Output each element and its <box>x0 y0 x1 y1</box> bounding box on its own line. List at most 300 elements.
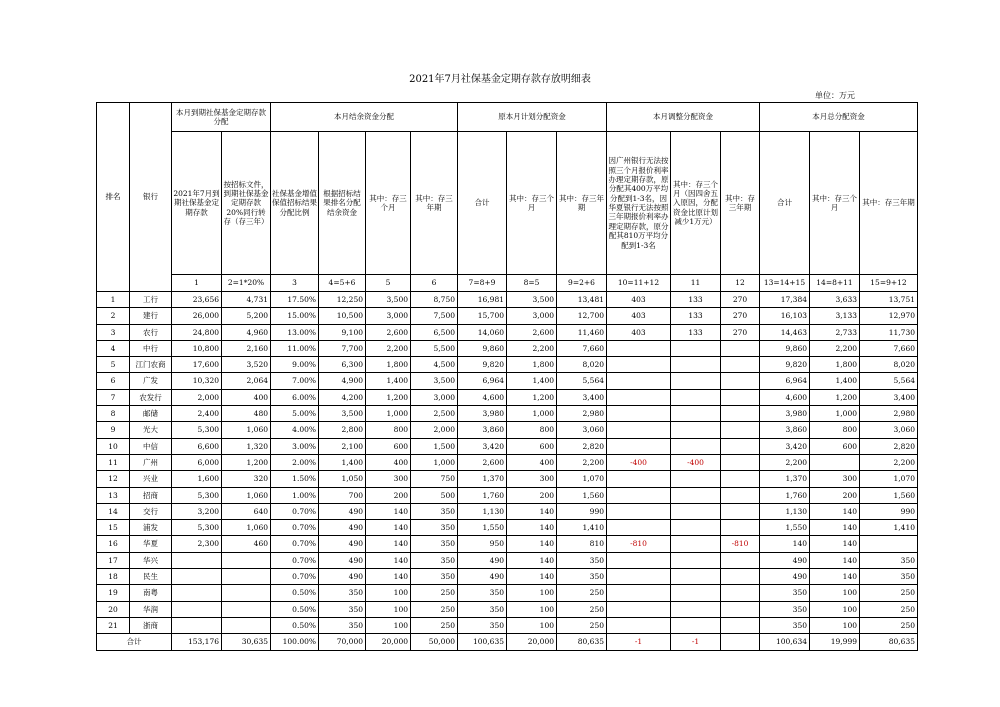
value-cell: 600 <box>810 438 860 454</box>
value-cell: 11,730 <box>860 324 918 340</box>
value-cell: 9,100 <box>319 324 366 340</box>
rank-cell: 12 <box>97 471 130 487</box>
value-cell: 6,300 <box>319 357 366 373</box>
value-cell: 490 <box>458 569 507 585</box>
value-cell: 3,200 <box>172 503 222 519</box>
value-cell: 140 <box>366 520 411 536</box>
value-cell: 1,200 <box>366 389 411 405</box>
bank-cell: 工行 <box>130 292 172 308</box>
value-cell: 1,760 <box>458 487 507 503</box>
value-cell: 403 <box>607 308 671 324</box>
value-cell <box>671 471 721 487</box>
rank-cell: 13 <box>97 487 130 503</box>
value-cell: 1,500 <box>411 438 458 454</box>
value-cell: 100 <box>810 617 860 633</box>
value-cell: 9,860 <box>458 340 507 356</box>
column-header: 其中：存三年期 <box>557 132 607 275</box>
value-cell <box>607 406 671 422</box>
value-cell <box>607 389 671 405</box>
value-cell: 4,200 <box>319 389 366 405</box>
value-cell <box>222 617 271 633</box>
value-cell <box>721 471 760 487</box>
value-cell: 7,660 <box>860 340 918 356</box>
value-cell: -810 <box>607 536 671 552</box>
value-cell: 2,100 <box>319 438 366 454</box>
value-cell: 500 <box>411 487 458 503</box>
value-cell <box>222 601 271 617</box>
total-cell: 100,635 <box>458 634 507 650</box>
value-cell: 0.70% <box>271 503 319 519</box>
value-cell: 24,800 <box>172 324 222 340</box>
value-cell: 2,600 <box>458 454 507 470</box>
value-cell: 10,800 <box>172 340 222 356</box>
formula-cell: 3 <box>271 275 319 292</box>
value-cell: 350 <box>411 503 458 519</box>
value-cell: 1,060 <box>222 520 271 536</box>
column-header: 因广州银行无法按照三个月报价利率办理定期存款，原分配其400万平均分配到1-3名，因华夏银行无法按照三年期报价利率办理定期存款，原分配其810万平均分配到1-3名 <box>607 132 671 275</box>
total-cell: 70,000 <box>319 634 366 650</box>
value-cell: 1,000 <box>411 454 458 470</box>
value-cell: 140 <box>760 536 810 552</box>
table-row <box>97 389 918 405</box>
value-cell: 6,000 <box>172 454 222 470</box>
value-cell: 350 <box>458 601 507 617</box>
value-cell: 1,070 <box>860 471 918 487</box>
column-header: 其中：存三年期 <box>411 132 458 275</box>
value-cell: 990 <box>860 503 918 519</box>
value-cell <box>172 601 222 617</box>
total-cell: 153,176 <box>172 634 222 650</box>
value-cell <box>607 487 671 503</box>
value-cell <box>671 438 721 454</box>
value-cell: 5,564 <box>557 373 607 389</box>
table-row <box>97 340 918 356</box>
formula-cell: 5 <box>366 275 411 292</box>
value-cell: 3,060 <box>860 422 918 438</box>
value-cell: 13.00% <box>271 324 319 340</box>
value-cell: 250 <box>860 601 918 617</box>
formula-cell: 7=8+9 <box>458 275 507 292</box>
value-cell <box>607 569 671 585</box>
value-cell: 0.70% <box>271 569 319 585</box>
value-cell: 0.50% <box>271 617 319 633</box>
value-cell: 1,560 <box>860 487 918 503</box>
column-header: 其中：存三年期 <box>860 132 918 275</box>
total-row <box>97 634 918 650</box>
value-cell: 270 <box>721 324 760 340</box>
value-cell: 3,860 <box>458 422 507 438</box>
value-cell: 1.50% <box>271 471 319 487</box>
value-cell <box>671 585 721 601</box>
value-cell <box>721 454 760 470</box>
value-cell <box>222 569 271 585</box>
value-cell: 2,600 <box>366 324 411 340</box>
value-cell: 10,500 <box>319 308 366 324</box>
value-cell <box>671 520 721 536</box>
value-cell: 350 <box>319 617 366 633</box>
value-cell: 100 <box>507 617 557 633</box>
value-cell <box>721 340 760 356</box>
value-cell: 4,960 <box>222 324 271 340</box>
value-cell: 140 <box>366 569 411 585</box>
value-cell: 0.70% <box>271 520 319 536</box>
value-cell: 2,820 <box>860 438 918 454</box>
value-cell: 9,820 <box>760 357 810 373</box>
bank-cell: 农行 <box>130 324 172 340</box>
value-cell: 1,200 <box>810 389 860 405</box>
value-cell: 403 <box>607 292 671 308</box>
value-cell: 2,000 <box>172 389 222 405</box>
value-cell: 5,500 <box>411 340 458 356</box>
value-cell: 140 <box>810 569 860 585</box>
value-cell: 100 <box>366 617 411 633</box>
rank-cell: 16 <box>97 536 130 552</box>
formula-cell: 8=5 <box>507 275 557 292</box>
value-cell: 490 <box>760 569 810 585</box>
table-row <box>97 357 918 373</box>
value-cell: 250 <box>411 601 458 617</box>
value-cell: 2,980 <box>860 406 918 422</box>
value-cell: 2,064 <box>222 373 271 389</box>
value-cell: 4,600 <box>760 389 810 405</box>
value-cell: 23,656 <box>172 292 222 308</box>
value-cell <box>607 340 671 356</box>
value-cell: 0.50% <box>271 585 319 601</box>
value-cell <box>721 503 760 519</box>
bank-cell: 交行 <box>130 503 172 519</box>
value-cell: 250 <box>557 617 607 633</box>
value-cell: 350 <box>760 617 810 633</box>
total-cell: -1 <box>607 634 671 650</box>
value-cell <box>721 357 760 373</box>
value-cell: 350 <box>557 552 607 568</box>
value-cell <box>721 422 760 438</box>
total-cell: 20,000 <box>366 634 411 650</box>
value-cell: 1,410 <box>860 520 918 536</box>
value-cell: 9,820 <box>458 357 507 373</box>
value-cell: 350 <box>860 552 918 568</box>
value-cell: 800 <box>507 422 557 438</box>
value-cell: 250 <box>860 585 918 601</box>
value-cell <box>721 520 760 536</box>
value-cell <box>607 373 671 389</box>
value-cell: 3,500 <box>411 373 458 389</box>
bank-cell: 南粤 <box>130 585 172 601</box>
total-cell: 100.00% <box>271 634 319 650</box>
rank-cell: 18 <box>97 569 130 585</box>
value-cell: 2,800 <box>319 422 366 438</box>
value-cell: 0.70% <box>271 552 319 568</box>
value-cell: 3,860 <box>760 422 810 438</box>
value-cell: 140 <box>507 536 557 552</box>
formula-cell: 2=1*20% <box>222 275 271 292</box>
value-cell: 490 <box>319 552 366 568</box>
value-cell: 750 <box>411 471 458 487</box>
value-cell: 350 <box>760 585 810 601</box>
value-cell: 490 <box>319 569 366 585</box>
value-cell: 490 <box>458 552 507 568</box>
value-cell <box>671 536 721 552</box>
rank-cell: 9 <box>97 422 130 438</box>
value-cell: 350 <box>411 569 458 585</box>
value-cell: 1,760 <box>760 487 810 503</box>
value-cell: 13,751 <box>860 292 918 308</box>
value-cell: 1,060 <box>222 422 271 438</box>
value-cell <box>671 552 721 568</box>
header-group-surplus: 本月结余资金分配 <box>271 103 458 132</box>
value-cell: 490 <box>319 536 366 552</box>
value-cell: 350 <box>458 585 507 601</box>
value-cell <box>172 552 222 568</box>
value-cell: 5.00% <box>271 406 319 422</box>
value-cell: 800 <box>810 422 860 438</box>
value-cell: 350 <box>557 569 607 585</box>
header-rank: 排名 <box>97 103 130 292</box>
table-row <box>97 585 918 601</box>
value-cell: 140 <box>366 536 411 552</box>
value-cell: 3,633 <box>810 292 860 308</box>
value-cell: 400 <box>222 389 271 405</box>
value-cell: 2,200 <box>366 340 411 356</box>
value-cell <box>172 617 222 633</box>
value-cell: 403 <box>607 324 671 340</box>
value-cell: 1,800 <box>366 357 411 373</box>
rank-cell: 15 <box>97 520 130 536</box>
table-row <box>97 454 918 470</box>
value-cell: 2,300 <box>172 536 222 552</box>
value-cell: 2,160 <box>222 340 271 356</box>
total-cell: 100,634 <box>760 634 810 650</box>
value-cell: 350 <box>760 601 810 617</box>
value-cell <box>721 373 760 389</box>
value-cell: 12,250 <box>319 292 366 308</box>
value-cell: 2,200 <box>557 454 607 470</box>
value-cell: 3,400 <box>860 389 918 405</box>
value-cell: 9,860 <box>760 340 810 356</box>
value-cell: 3,000 <box>366 308 411 324</box>
rank-cell: 14 <box>97 503 130 519</box>
value-cell <box>721 585 760 601</box>
rank-cell: 2 <box>97 308 130 324</box>
table-row <box>97 536 918 552</box>
value-cell: 600 <box>366 438 411 454</box>
rank-cell: 10 <box>97 438 130 454</box>
table-row <box>97 438 918 454</box>
value-cell <box>671 389 721 405</box>
value-cell: 600 <box>507 438 557 454</box>
value-cell: 2,400 <box>172 406 222 422</box>
value-cell: 6,600 <box>172 438 222 454</box>
table-row <box>97 552 918 568</box>
value-cell: 1,800 <box>507 357 557 373</box>
value-cell: 250 <box>860 617 918 633</box>
value-cell: 6,964 <box>458 373 507 389</box>
value-cell: 1,000 <box>810 406 860 422</box>
value-cell: 1,060 <box>222 487 271 503</box>
bank-cell: 华润 <box>130 601 172 617</box>
value-cell: 4.00% <box>271 422 319 438</box>
value-cell: 810 <box>557 536 607 552</box>
value-cell: 16,981 <box>458 292 507 308</box>
value-cell <box>671 422 721 438</box>
value-cell: 3,500 <box>319 406 366 422</box>
value-cell: 133 <box>671 292 721 308</box>
value-cell: 17.50% <box>271 292 319 308</box>
value-cell: 0.70% <box>271 536 319 552</box>
table-row <box>97 520 918 536</box>
value-cell: 8,750 <box>411 292 458 308</box>
value-cell <box>607 357 671 373</box>
column-header: 根据招标结果排名分配结余资金 <box>319 132 366 275</box>
unit-label: 单位：万元 <box>815 91 855 100</box>
value-cell <box>671 503 721 519</box>
value-cell <box>222 552 271 568</box>
value-cell <box>607 438 671 454</box>
header-group-maturing: 本月到期社保基金定期存款分配 <box>172 103 271 132</box>
value-cell: 400 <box>507 454 557 470</box>
value-cell: 17,600 <box>172 357 222 373</box>
value-cell: 250 <box>557 601 607 617</box>
value-cell <box>671 601 721 617</box>
value-cell <box>671 373 721 389</box>
value-cell: 5,300 <box>172 422 222 438</box>
value-cell: 140 <box>810 503 860 519</box>
value-cell: 200 <box>507 487 557 503</box>
value-cell: 7.00% <box>271 373 319 389</box>
total-cell: 80,635 <box>557 634 607 650</box>
value-cell: 3,133 <box>810 308 860 324</box>
value-cell: 490 <box>319 520 366 536</box>
value-cell: 250 <box>411 585 458 601</box>
value-cell: 140 <box>810 552 860 568</box>
value-cell: 3,000 <box>507 308 557 324</box>
rank-cell: 17 <box>97 552 130 568</box>
value-cell: 490 <box>760 552 810 568</box>
value-cell: 300 <box>507 471 557 487</box>
rank-cell: 11 <box>97 454 130 470</box>
value-cell: 13,481 <box>557 292 607 308</box>
value-cell: 1,600 <box>172 471 222 487</box>
value-cell: 350 <box>411 552 458 568</box>
value-cell <box>721 552 760 568</box>
value-cell: 4,731 <box>222 292 271 308</box>
value-cell <box>721 438 760 454</box>
value-cell: 1,560 <box>557 487 607 503</box>
bank-cell: 邮储 <box>130 406 172 422</box>
formula-cell: 11 <box>671 275 721 292</box>
value-cell: 11,460 <box>557 324 607 340</box>
value-cell: 5,300 <box>172 520 222 536</box>
value-cell: 140 <box>810 520 860 536</box>
table-row <box>97 324 918 340</box>
value-cell: 250 <box>557 585 607 601</box>
table-row <box>97 503 918 519</box>
value-cell <box>671 340 721 356</box>
value-cell: 700 <box>319 487 366 503</box>
value-cell: 480 <box>222 406 271 422</box>
value-cell: -810 <box>721 536 760 552</box>
bank-cell: 广州 <box>130 454 172 470</box>
rank-cell: 6 <box>97 373 130 389</box>
value-cell: 7,500 <box>411 308 458 324</box>
column-header: 其中：存三个月 <box>810 132 860 275</box>
table-row <box>97 601 918 617</box>
value-cell: 2,500 <box>411 406 458 422</box>
value-cell: 1,200 <box>507 389 557 405</box>
rank-cell: 3 <box>97 324 130 340</box>
formula-cell: 6 <box>411 275 458 292</box>
rank-cell: 7 <box>97 389 130 405</box>
value-cell: 3.00% <box>271 438 319 454</box>
rank-cell: 19 <box>97 585 130 601</box>
bank-cell: 民生 <box>130 569 172 585</box>
value-cell: 2,820 <box>557 438 607 454</box>
value-cell: 350 <box>319 585 366 601</box>
table-row <box>97 422 918 438</box>
total-cell: 30,635 <box>222 634 271 650</box>
value-cell <box>172 585 222 601</box>
value-cell <box>671 406 721 422</box>
value-cell <box>607 471 671 487</box>
total-cell: 50,000 <box>411 634 458 650</box>
value-cell: 3,420 <box>458 438 507 454</box>
value-cell <box>607 617 671 633</box>
value-cell: 2,200 <box>860 454 918 470</box>
value-cell: 140 <box>366 503 411 519</box>
bank-cell: 广发 <box>130 373 172 389</box>
value-cell: 140 <box>507 569 557 585</box>
column-header: 合计 <box>458 132 507 275</box>
value-cell <box>721 601 760 617</box>
value-cell: 133 <box>671 308 721 324</box>
value-cell <box>222 585 271 601</box>
value-cell: 2,200 <box>507 340 557 356</box>
value-cell: 990 <box>557 503 607 519</box>
bank-cell: 江门农商 <box>130 357 172 373</box>
value-cell: 6,964 <box>760 373 810 389</box>
rank-cell: 20 <box>97 601 130 617</box>
value-cell: 15.00% <box>271 308 319 324</box>
value-cell: 100 <box>366 585 411 601</box>
bank-cell: 中信 <box>130 438 172 454</box>
value-cell: 3,500 <box>366 292 411 308</box>
value-cell: 4,500 <box>411 357 458 373</box>
value-cell: 1,370 <box>760 471 810 487</box>
value-cell: 0.50% <box>271 601 319 617</box>
value-cell: 200 <box>366 487 411 503</box>
value-cell: 350 <box>411 536 458 552</box>
table-row <box>97 406 918 422</box>
value-cell: 3,980 <box>458 406 507 422</box>
value-cell: 12,700 <box>557 308 607 324</box>
total-cell: 20,000 <box>507 634 557 650</box>
value-cell: 2,000 <box>411 422 458 438</box>
value-cell: 2,733 <box>810 324 860 340</box>
value-cell: 2,980 <box>557 406 607 422</box>
value-cell <box>671 569 721 585</box>
value-cell: 250 <box>411 617 458 633</box>
value-cell: 2,200 <box>760 454 810 470</box>
table-row <box>97 373 918 389</box>
value-cell: 11.00% <box>271 340 319 356</box>
value-cell: 4,600 <box>458 389 507 405</box>
value-cell: 2.00% <box>271 454 319 470</box>
header-group-adjusted: 本月调整分配资金 <box>607 103 760 132</box>
value-cell <box>172 569 222 585</box>
value-cell: 1,410 <box>557 520 607 536</box>
value-cell <box>607 552 671 568</box>
value-cell: 3,000 <box>411 389 458 405</box>
